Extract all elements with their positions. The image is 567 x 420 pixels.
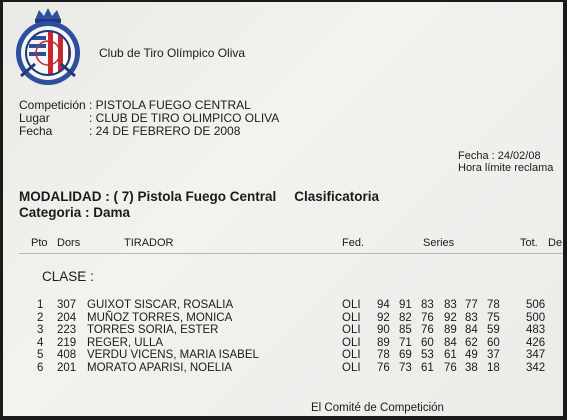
row-series-5: 84 [465,324,478,336]
row-series-2: 71 [399,336,412,349]
row-series-2: 91 [399,299,412,311]
col-header-fed: Fed. [342,237,365,249]
row-shooter: REGER, ULLA [87,336,164,349]
row-series-6: 18 [487,361,500,374]
table-row [3,349,563,362]
col-header-dors: Dors [57,237,81,249]
club-name: Club de Tiro Olímpico Oliva [99,46,246,60]
table-row [3,299,563,312]
row-position: 1 [37,299,44,311]
meta-label: Competición [19,98,86,112]
col-header-des: De [548,237,563,249]
col-header-series: Series [423,237,455,249]
row-series-4: 76 [444,361,457,374]
row-position: 4 [37,336,44,349]
row-series-6: 78 [487,299,500,311]
row-total: 347 [526,349,546,361]
competition-meta [19,99,279,138]
row-series-3: 83 [421,299,434,311]
row-total: 483 [526,324,546,336]
row-total: 426 [526,336,546,349]
row-total: 342 [526,361,546,374]
row-series-2: 69 [399,349,412,361]
table-header [3,237,563,251]
claim-deadline: Hora límite reclama [458,162,554,174]
meta-label: Fecha [19,124,53,138]
category-label: Categoria : Dama [19,205,131,220]
row-series-5: 77 [465,299,478,311]
meta-value: : CLUB DE TIRO OLIMPICO OLIVA [89,111,280,125]
row-series-3: 61 [421,361,434,374]
row-series-1: 94 [377,299,390,311]
row-federation: OLI [342,336,361,349]
row-federation: OLI [342,311,361,324]
row-total: 506 [526,299,546,311]
modality-heading [19,189,379,221]
row-series-4: 83 [444,299,457,311]
row-series-6: 59 [487,324,500,336]
meta-label: Lugar [19,111,50,125]
row-series-1: 78 [377,349,390,361]
row-shooter: MUÑOZ TORRES, MONICA [87,311,233,324]
row-series-1: 92 [377,311,390,324]
row-series-4: 61 [444,349,457,361]
col-header-pto: Pto [31,237,48,249]
table-row [3,337,563,350]
row-series-3: 53 [421,349,434,361]
row-series-6: 75 [487,311,500,324]
row-bib: 307 [57,299,77,311]
row-series-6: 37 [487,349,500,361]
row-series-1: 90 [377,324,390,336]
row-series-3: 76 [421,324,434,336]
row-series-1: 89 [377,336,390,349]
section-label: CLASE : [42,269,94,284]
modality-title: MODALIDAD : ( 7) Pistola Fuego Central [19,189,277,204]
issue-date: Fecha : 24/02/08 [458,150,541,162]
club-crest-logo [13,6,83,88]
header-divider [19,253,563,254]
row-position: 2 [37,311,44,324]
row-bib: 223 [57,324,77,336]
meta-row-fecha [19,125,279,138]
row-series-2: 85 [399,324,412,336]
table-row [3,324,563,337]
row-series-5: 49 [465,349,478,361]
row-series-2: 73 [399,361,412,374]
row-series-5: 62 [465,336,478,349]
row-shooter: VERDU VICENS, MARIA ISABEL [87,349,259,361]
row-shooter: MORATO APARISI, NOELIA [87,361,233,374]
results-sheet [3,2,563,416]
row-series-6: 60 [487,336,500,349]
row-position: 6 [37,361,44,374]
modality-type: Clasificatoria [294,189,380,204]
row-series-3: 76 [421,311,434,324]
meta-value: : PISTOLA FUEGO CENTRAL [89,98,251,112]
table-row [3,312,563,325]
row-shooter: TORRES SORIA, ESTER [87,324,219,336]
row-bib: 201 [57,361,77,374]
row-position: 5 [37,349,44,361]
row-federation: OLI [342,361,361,374]
table-row [3,362,563,375]
row-series-5: 83 [465,311,478,324]
row-bib: 408 [57,349,77,361]
row-shooter: GUIXOT SISCAR, ROSALIA [87,299,234,311]
row-bib: 204 [57,311,77,324]
col-header-tirador: TIRADOR [124,237,174,249]
row-federation: OLI [342,299,361,311]
row-series-2: 82 [399,311,412,324]
row-federation: OLI [342,349,361,361]
issue-info [458,150,553,174]
row-total: 500 [526,311,546,324]
committee-signature: El Comité de Competición [311,402,444,414]
row-series-5: 38 [465,361,478,374]
row-bib: 219 [57,336,77,349]
row-federation: OLI [342,324,361,336]
col-header-tot: Tot. [520,237,538,249]
row-position: 3 [37,324,44,336]
row-series-4: 92 [444,311,457,324]
meta-value: : 24 DE FEBRERO DE 2008 [89,124,241,138]
row-series-3: 60 [421,336,434,349]
row-series-4: 89 [444,324,457,336]
row-series-1: 76 [377,361,390,374]
row-series-4: 84 [444,336,457,349]
